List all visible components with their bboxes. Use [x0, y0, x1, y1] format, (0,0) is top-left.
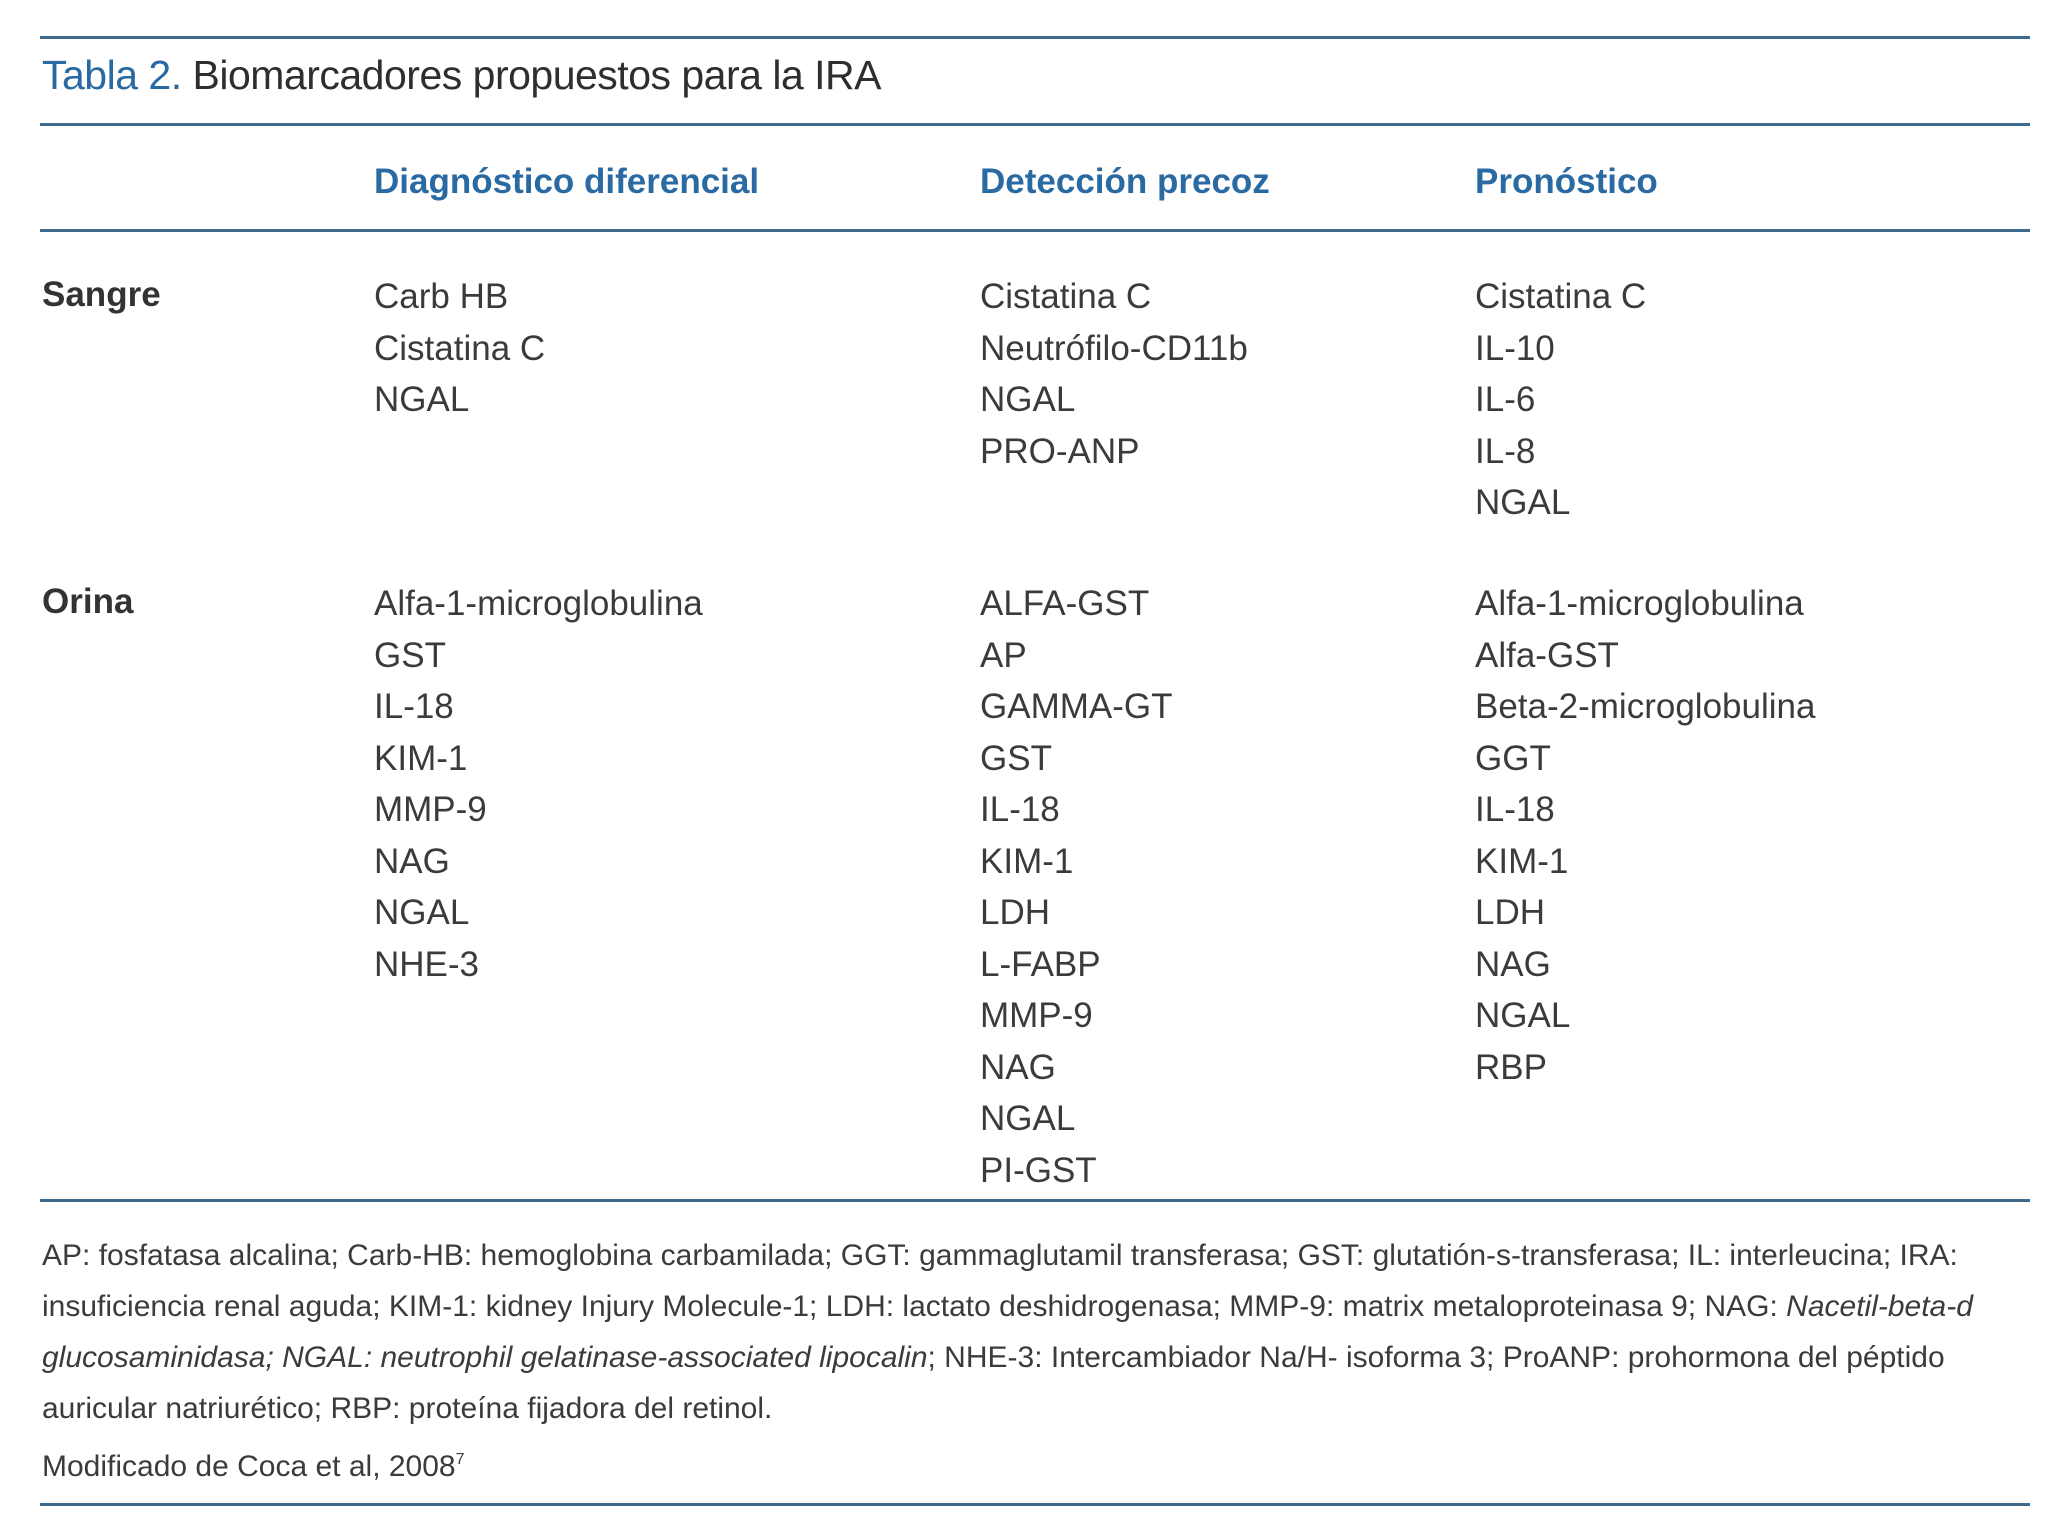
- list-item: IL-6: [1475, 380, 1536, 419]
- source-reference: 7: [455, 1451, 465, 1468]
- list-item: NGAL: [1475, 483, 1571, 522]
- list-item: NHE-3: [374, 944, 480, 984]
- list-item: Alfa-1-microglobulina: [374, 584, 703, 623]
- list-item: KIM-1: [374, 738, 468, 778]
- body-rule: [40, 1199, 2030, 1202]
- list-item: IL-10: [1475, 328, 1555, 368]
- list-item: Alfa-GST: [1475, 635, 1619, 675]
- list-item: NAG: [1475, 944, 1551, 984]
- list-item: L-FABP: [980, 944, 1101, 984]
- list-item: Beta-2-microglobulina: [1475, 687, 1816, 726]
- column-header-diagnostico: Diagnóstico diferencial: [374, 162, 760, 201]
- list-item: Cistatina C: [980, 277, 1152, 316]
- table-footnote: [42, 1230, 2027, 1492]
- list-item: LDH: [980, 893, 1051, 932]
- list-item: IL-8: [1475, 431, 1536, 471]
- list-item: Alfa-1-microglobulina: [1475, 584, 1804, 623]
- cell-sangre-deteccion: [980, 271, 1248, 477]
- cell-sangre-diagnostico: [374, 271, 545, 426]
- list-item: NAG: [374, 841, 450, 881]
- list-item: KIM-1: [980, 841, 1074, 881]
- list-item: NGAL: [374, 380, 470, 419]
- title-rule: [40, 123, 2030, 126]
- source-note: [42, 1434, 2027, 1492]
- table-number: Tabla 2.: [42, 52, 182, 98]
- cell-sangre-pronostico: [1475, 271, 1646, 529]
- list-item: NGAL: [980, 1099, 1076, 1138]
- table-title: [42, 52, 881, 99]
- column-header-deteccion: Detección precoz: [980, 162, 1270, 201]
- row-header-orina: Orina: [42, 582, 134, 621]
- list-item: LDH: [1475, 893, 1546, 932]
- table-caption: Biomarcadores propuestos para la IRA: [192, 52, 881, 98]
- source-text: Modificado de Coca et al, 2008: [42, 1450, 456, 1483]
- list-item: KIM-1: [1475, 841, 1569, 881]
- row-header-sangre: Sangre: [42, 275, 161, 314]
- header-rule: [40, 229, 2030, 232]
- bottom-rule: [40, 1503, 2030, 1506]
- list-item: IL-18: [374, 687, 454, 726]
- list-item: GGT: [1475, 738, 1551, 778]
- list-item: Carb HB: [374, 277, 509, 316]
- list-item: Neutrófilo-CD11b: [980, 328, 1248, 368]
- list-item: GST: [980, 738, 1052, 778]
- list-item: MMP-9: [374, 790, 487, 829]
- list-item: IL-18: [1475, 790, 1555, 829]
- list-item: Cistatina C: [1475, 277, 1647, 316]
- list-item: NGAL: [980, 380, 1076, 419]
- column-header-pronostico: Pronóstico: [1475, 162, 1658, 201]
- list-item: AP: [980, 635, 1027, 675]
- cell-orina-pronostico: [1475, 578, 1815, 1093]
- list-item: PI-GST: [980, 1150, 1097, 1190]
- list-item: GST: [374, 635, 446, 675]
- list-item: GAMMA-GT: [980, 687, 1173, 726]
- abbreviations-text-2: ; NHE-3: Intercambiador Na/H- isoforma 3; ProANP: prohormona del péptido auricular natriurético; RBP: proteína fijadora del retinol.: [42, 1341, 1945, 1425]
- abbreviations-note: [42, 1230, 2027, 1434]
- list-item: RBP: [1475, 1047, 1547, 1087]
- list-item: MMP-9: [980, 996, 1093, 1035]
- list-item: NAG: [980, 1047, 1056, 1087]
- list-item: NGAL: [1475, 996, 1571, 1035]
- abbreviations-italic: Nacetil-beta-d glucosaminidasa; NGAL: neutrophil gelatinase-associated lipocalin: [42, 1290, 1973, 1374]
- list-item: NGAL: [374, 893, 470, 932]
- top-rule: [40, 36, 2030, 39]
- list-item: Cistatina C: [374, 328, 546, 368]
- list-item: ALFA-GST: [980, 584, 1150, 623]
- list-item: IL-18: [980, 790, 1060, 829]
- list-item: PRO-ANP: [980, 431, 1140, 471]
- cell-orina-deteccion: [980, 578, 1172, 1196]
- abbreviations-text-1: AP: fosfatasa alcalina; Carb-HB: hemoglobina carbamilada; GGT: gammaglutamil transferasa; GST: glutatión-s-transferasa; IL: interleucina; IRA: insuficiencia renal aguda; KIM-1: kidney Injury Molecule-1; LDH: lactato deshidrogenasa; MMP-9: matrix metaloproteinasa 9; NAG:: [42, 1239, 1958, 1323]
- cell-orina-diagnostico: [374, 578, 703, 990]
